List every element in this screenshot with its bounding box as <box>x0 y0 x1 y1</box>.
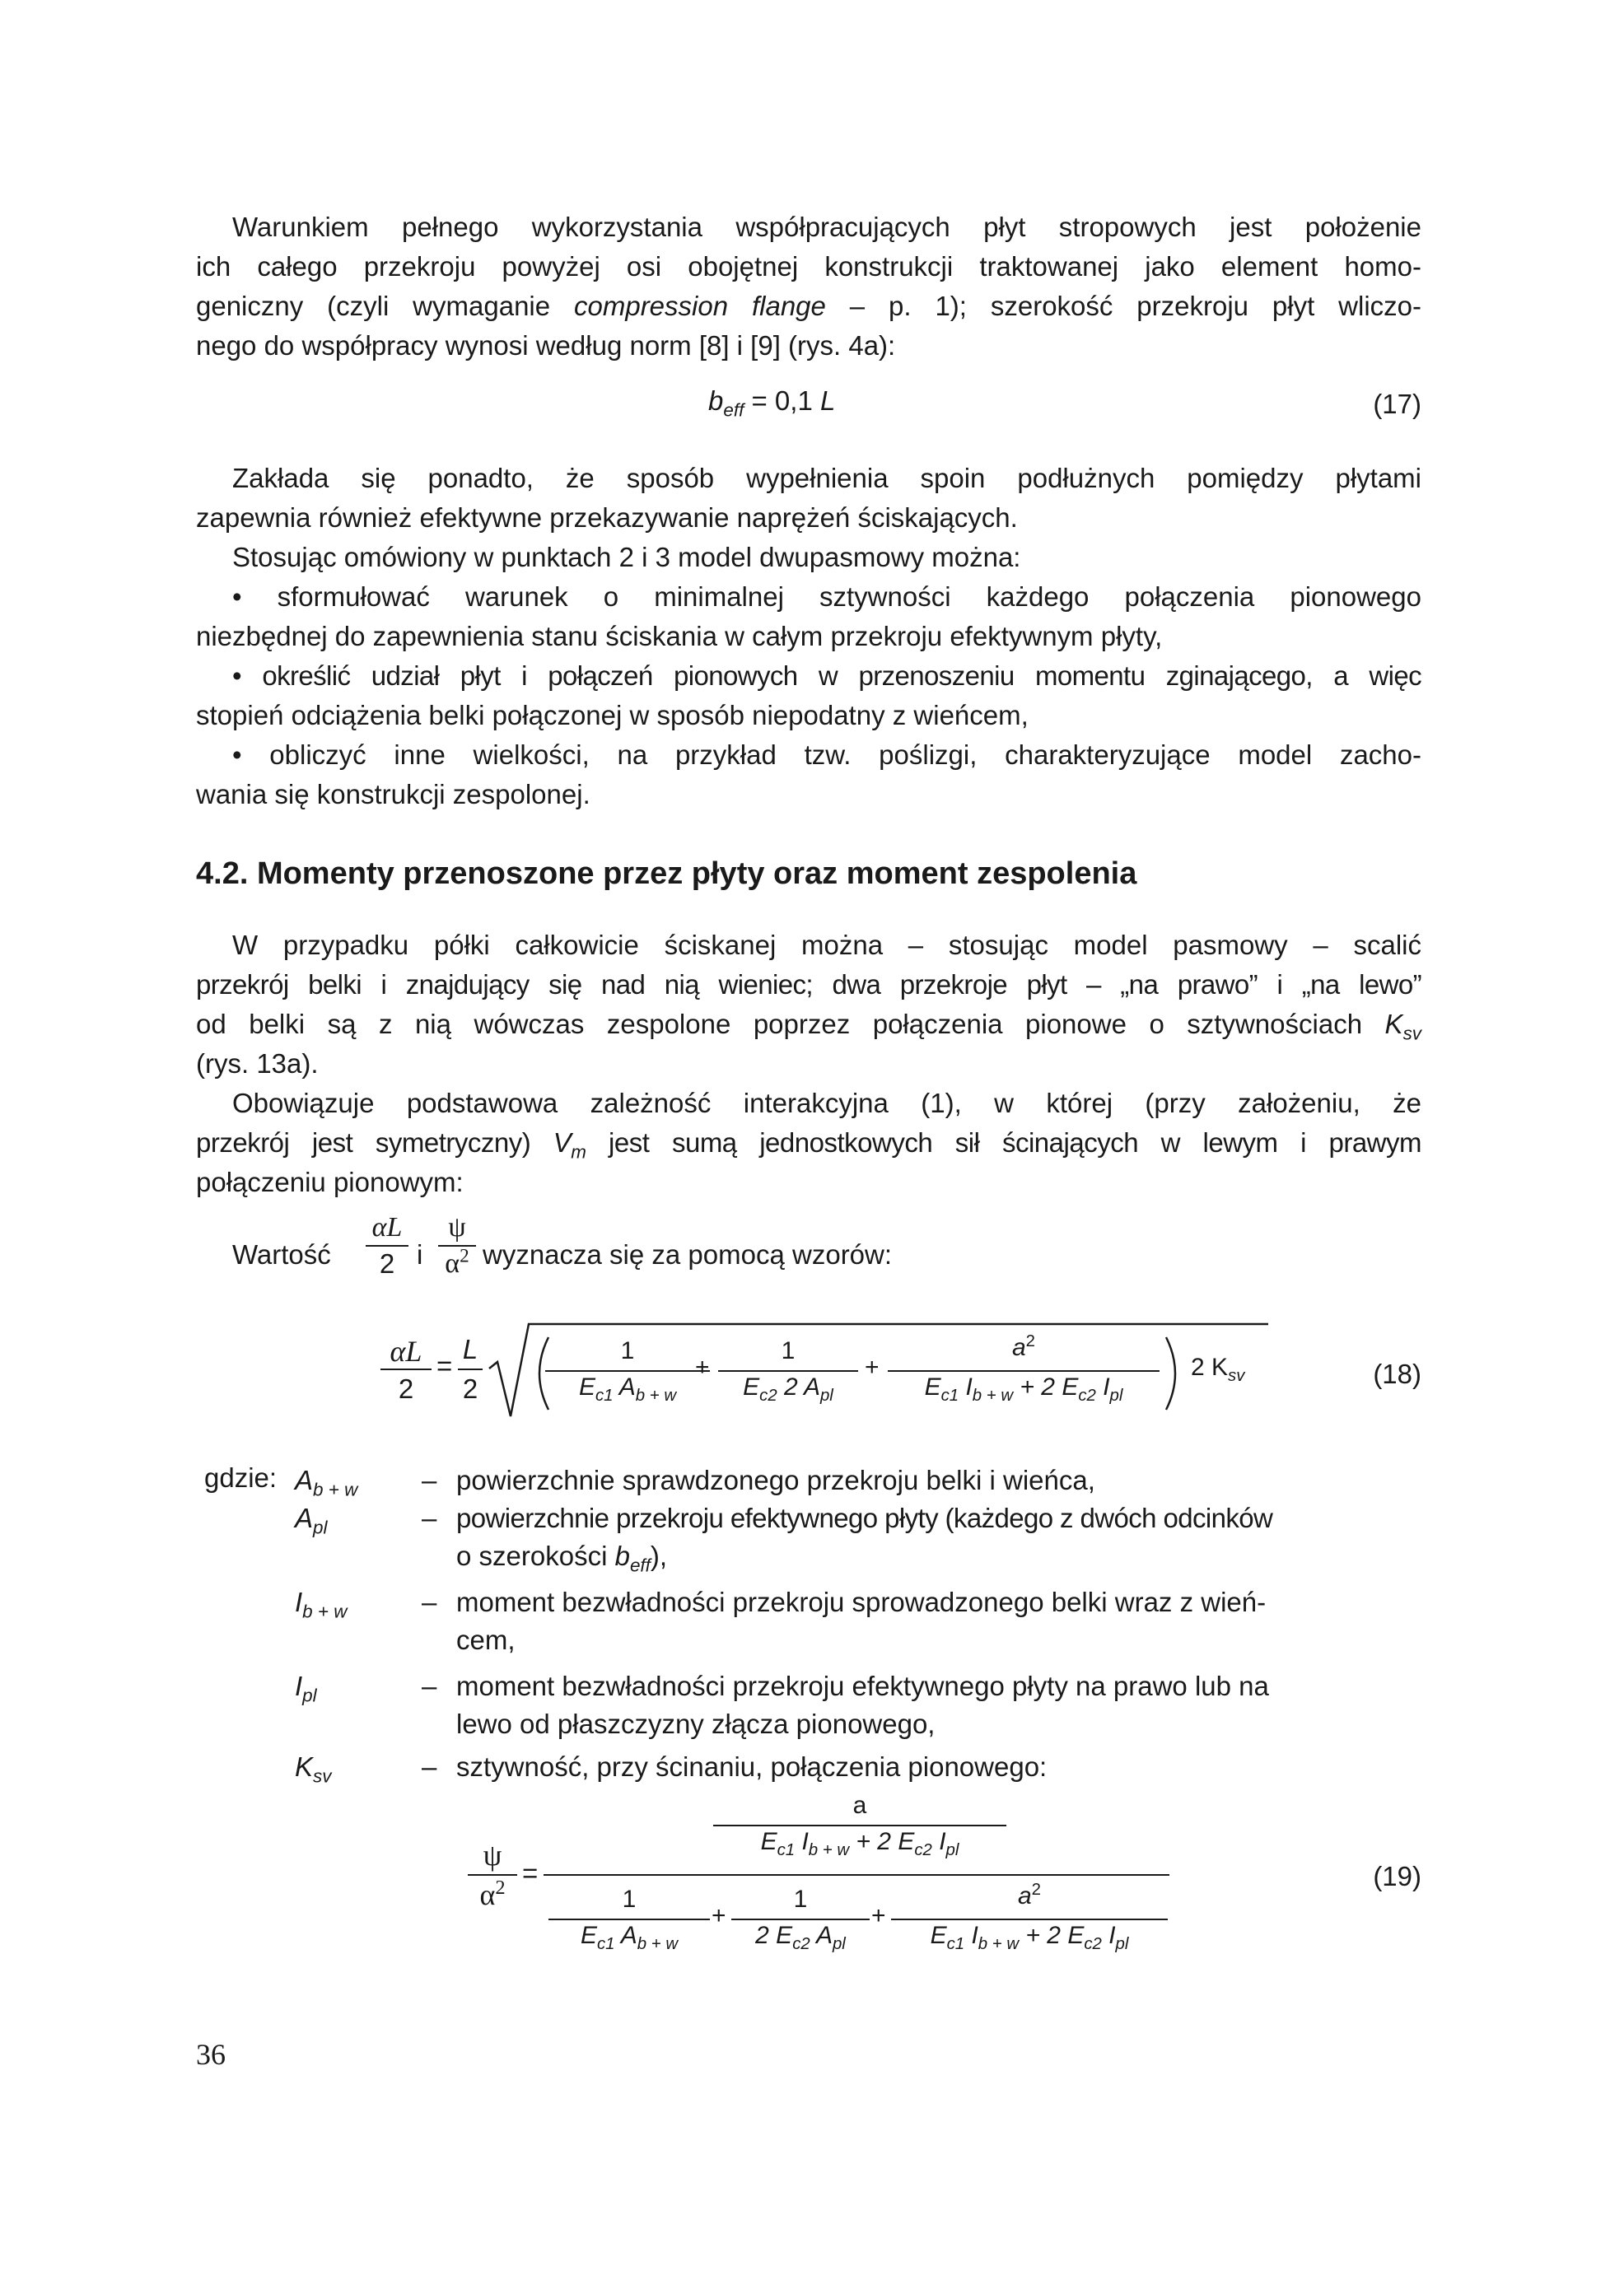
paragraph-line: przekrój belki i znajdujący się nad nią wieniec; dwa przekroje płyt – „na prawo” i „na lewo” <box>196 969 1421 1000</box>
A-symbol: A <box>614 1922 637 1949</box>
superscript: 2 <box>495 1877 506 1899</box>
top-denominator <box>713 1828 1006 1859</box>
text-run: wyznacza się za pomocą wzorów: <box>483 1239 893 1270</box>
paragraph-line: niezbędnej do zapewnienia stanu ściskania w całym przekroju efektywnym płyty, <box>196 621 1163 651</box>
term1-numerator: 1 <box>620 1337 635 1364</box>
paragraph-line: połączeniu pionowym: <box>196 1167 464 1197</box>
a-symbol: a <box>1017 1882 1032 1910</box>
subscript: c1 <box>596 1935 615 1953</box>
dash: – <box>422 1751 437 1782</box>
eq-symbol: b <box>708 385 724 416</box>
fraction-bar <box>458 1369 483 1370</box>
subscript: c1 <box>940 1387 959 1405</box>
section-heading: 4.2. Momenty przenoszone przez płyty oraz moment zespolenia <box>196 856 1137 891</box>
def-text: sztywność, przy ścinaniu, połączenia pionowego: <box>456 1751 1048 1782</box>
superscript: 2 <box>1025 1332 1036 1350</box>
subscript: b + w <box>637 1935 679 1953</box>
paragraph-line: wania się konstrukcji zespolonej. <box>196 779 590 809</box>
plus-sign: + <box>695 1354 710 1381</box>
def-symbol <box>295 1668 317 1704</box>
subscript: b + w <box>808 1841 850 1859</box>
paragraph-line: W przypadku półki całkowicie ściskanej można – stosując model pasmowy – scalić <box>232 930 1421 960</box>
symbol: b <box>614 1541 630 1571</box>
page-number: 36 <box>196 2038 226 2071</box>
eq-text: = 0,1 <box>744 385 820 416</box>
term2-numerator: 1 <box>781 1337 796 1364</box>
A-symbol: 2 A <box>777 1373 820 1401</box>
dash: – <box>422 1503 437 1533</box>
def-symbol <box>295 1749 331 1785</box>
E-symbol: E <box>580 1922 597 1949</box>
fraction-bar <box>548 1919 710 1920</box>
paragraph-line: (rys. 13a). <box>196 1048 319 1079</box>
def-symbol <box>295 1462 357 1499</box>
A-symbol: A <box>613 1373 636 1401</box>
equals-sign: = <box>522 1858 539 1888</box>
paragraph-line: Zakłada się ponadto, że sposób wypełnienia spoin podłużnych pomiędzy płytami <box>232 463 1421 493</box>
I-symbol: I <box>795 1828 809 1855</box>
subscript: pl <box>819 1387 833 1405</box>
fraction-bar <box>891 1919 1168 1920</box>
b3-denominator <box>891 1922 1168 1953</box>
eq-lhs-denominator: 2 <box>398 1373 414 1404</box>
fraction-bar <box>718 1370 858 1372</box>
subscript: pl <box>302 1685 317 1706</box>
subscript: sv <box>1402 1023 1421 1044</box>
subscript: sv <box>1228 1367 1245 1385</box>
term1-denominator <box>545 1373 710 1405</box>
text-run: przekrój jest symetryczny) <box>196 1127 553 1158</box>
math-symbol <box>1384 1009 1421 1044</box>
fraction-bar <box>888 1370 1160 1372</box>
I-symbol: I <box>959 1373 973 1401</box>
subscript: c2 <box>1078 1387 1096 1405</box>
term2-denominator <box>718 1373 858 1405</box>
def-text: moment bezwładności przekroju sprowadzonego belki wraz z wień- <box>456 1587 1267 1617</box>
paragraph-line <box>196 287 1421 325</box>
b3-numerator <box>891 1882 1168 1910</box>
fraction-bar <box>731 1919 870 1920</box>
bullet-line: • sformułować warunek o minimalnej sztywności każdego połączenia pionowego <box>232 581 1421 612</box>
def-symbol <box>295 1500 327 1537</box>
symbol: I <box>295 1587 303 1617</box>
subscript: pl <box>313 1517 328 1538</box>
symbol: K <box>295 1751 314 1782</box>
definitions-label: gdzie: <box>204 1462 278 1493</box>
subscript: pl <box>1115 1935 1129 1953</box>
text-run: o szerokości <box>456 1541 615 1571</box>
symbol: A <box>295 1465 314 1495</box>
b2-numerator: 1 <box>793 1886 808 1913</box>
symbol-V: V <box>553 1127 572 1158</box>
top-numerator: a <box>852 1792 867 1819</box>
eq-lhs-numerator: αL <box>390 1335 422 1368</box>
def-text <box>456 1538 667 1574</box>
def-symbol <box>295 1584 347 1620</box>
a-symbol: a <box>1011 1334 1026 1361</box>
I-symbol: I <box>1101 1922 1116 1949</box>
tail-text: 2 K <box>1191 1354 1229 1381</box>
dash: – <box>422 1671 437 1701</box>
plus-sign: + <box>712 1902 726 1929</box>
eq-subscript: eff <box>723 399 744 421</box>
alpha-symbol: α <box>479 1878 496 1911</box>
symbol: A <box>295 1503 314 1533</box>
subscript: c2 <box>792 1935 810 1953</box>
subscript: c2 <box>914 1841 932 1859</box>
fraction-denominator <box>436 1245 478 1280</box>
paragraph-line: stopień odciążenia belki połączonej w sposób niepodatny z wieńcem, <box>196 700 1029 730</box>
text-run: ), <box>650 1541 668 1571</box>
paragraph-line: zapewnia również efektywne przekazywanie naprężeń ściskających. <box>196 502 1018 533</box>
fraction-bar <box>438 1245 476 1247</box>
text-run: od belki są z nią wówczas zespolone poprzez połączenia pionowe o sztywnościach <box>196 1009 1385 1039</box>
subscript: b + w <box>313 1479 358 1500</box>
subscript: b + w <box>978 1935 1020 1953</box>
subscript: b + w <box>972 1387 1014 1405</box>
eq-two: 2 <box>462 1373 478 1404</box>
plus-term: + 2 E <box>1019 1922 1085 1949</box>
E-symbol: 2 E <box>755 1922 793 1949</box>
paragraph-line: Warunkiem pełnego wykorzystania współpracujących płyt stropowych jest położenie <box>232 212 1421 242</box>
fraction-denominator: 2 <box>379 1248 395 1279</box>
fraction-numerator: ψ <box>448 1212 466 1243</box>
subscript: c1 <box>946 1935 965 1953</box>
alpha-symbol: α <box>445 1248 460 1279</box>
subscript: pl <box>1109 1387 1123 1405</box>
E-symbol: E <box>760 1828 777 1855</box>
text-run: – p. 1); szerokość przekroju płyt wliczo- <box>825 291 1421 321</box>
paragraph-line: Obowiązuje podstawowa zależność interakcyjna (1), w której (przy założeniu, że <box>232 1088 1421 1118</box>
dash: – <box>422 1587 437 1617</box>
plus-term: + 2 E <box>849 1828 915 1855</box>
eq-symbol: L <box>819 385 836 416</box>
E-symbol: E <box>930 1922 947 1949</box>
subscript: m <box>571 1141 586 1163</box>
def-text: lewo od płaszczyzny złącza pionowego, <box>456 1709 936 1739</box>
fraction-numerator: αL <box>371 1212 403 1243</box>
dash: – <box>422 1465 437 1495</box>
term3-numerator <box>888 1334 1160 1362</box>
subscript: b + w <box>635 1387 677 1405</box>
eq-lhs-numerator: ψ <box>483 1839 502 1872</box>
stiffness-factor <box>1191 1354 1245 1385</box>
fraction-bar <box>545 1370 710 1372</box>
wartosc-label: Wartość <box>232 1239 331 1270</box>
I-symbol: I <box>931 1828 946 1855</box>
fraction-bar <box>713 1825 1006 1826</box>
fraction-bar <box>468 1874 517 1876</box>
paragraph-line: Stosując omówiony w punktach 2 i 3 model dwupasmowy można: <box>232 542 1021 572</box>
term3-denominator <box>888 1373 1160 1405</box>
equation-number: (17) <box>1373 389 1421 419</box>
E-symbol: E <box>578 1373 595 1401</box>
I-symbol: I <box>1095 1373 1110 1401</box>
A-symbol: A <box>810 1922 833 1949</box>
subscript: c1 <box>595 1387 614 1405</box>
b1-numerator: 1 <box>622 1886 637 1913</box>
text-run: i <box>417 1239 423 1270</box>
symbol: I <box>295 1671 303 1701</box>
bullet-line: • określić udział płyt i połączeń pionowych w przenoszeniu momentu zginającego, a więc <box>232 660 1421 691</box>
def-text: cem, <box>456 1625 516 1655</box>
superscript: 2 <box>1031 1881 1042 1899</box>
eq-L: L <box>462 1334 478 1364</box>
subscript: c1 <box>777 1841 796 1859</box>
fraction-bar <box>366 1245 408 1247</box>
bullet-line: • obliczyć inne wielkości, na przykład tzw. poślizgi, charakteryzujące model zacho- <box>232 739 1421 770</box>
E-symbol: E <box>924 1373 941 1401</box>
math-symbol <box>553 1127 586 1163</box>
b2-denominator <box>731 1922 870 1953</box>
def-text: powierzchnie sprawdzonego przekroju belki i wieńca, <box>456 1465 1095 1495</box>
text-run: jest sumą jednostkowych sił ścinających w lewym i prawym <box>586 1127 1421 1158</box>
I-symbol: I <box>964 1922 978 1949</box>
b1-denominator <box>548 1922 710 1953</box>
equation-17 <box>708 385 836 421</box>
subscript: pl <box>945 1841 959 1859</box>
plus-term: + 2 E <box>1013 1373 1079 1401</box>
italic-term: compression flange <box>574 291 826 321</box>
def-text: moment bezwładności przekroju efektywnego płyty na prawo lub na <box>456 1671 1269 1701</box>
subscript: sv <box>313 1765 332 1787</box>
subscript: pl <box>832 1935 846 1953</box>
plus-sign: + <box>871 1902 886 1929</box>
main-fraction-bar <box>544 1874 1169 1876</box>
superscript: 2 <box>460 1245 469 1267</box>
subscript: b + w <box>302 1601 348 1622</box>
paragraph-line <box>196 1005 1421 1043</box>
plus-sign: + <box>865 1354 880 1381</box>
eq-lhs-denominator <box>468 1877 517 1912</box>
subscript: c2 <box>759 1387 777 1405</box>
paragraph-line: ich całego przekroju powyżej osi obojętnej konstrukcji traktowanej jako element homo- <box>196 251 1421 282</box>
paragraph-line <box>196 1124 1421 1162</box>
fraction-bar <box>380 1369 432 1370</box>
equation-number: (19) <box>1373 1861 1421 1891</box>
def-text: powierzchnie przekroju efektywnego płyty (każdego z dwóch odcinków <box>456 1503 1273 1533</box>
equation-number: (18) <box>1373 1359 1421 1389</box>
text-run: geniczny (czyli wymaganie <box>196 291 574 321</box>
paragraph-line: nego do współpracy wynosi według norm [8] i [9] (rys. 4a): <box>196 330 896 361</box>
symbol-K: K <box>1384 1009 1403 1039</box>
subscript: c2 <box>1084 1935 1102 1953</box>
E-symbol: E <box>743 1373 760 1401</box>
subscript: eff <box>629 1555 651 1576</box>
equals-sign: = <box>436 1350 453 1381</box>
